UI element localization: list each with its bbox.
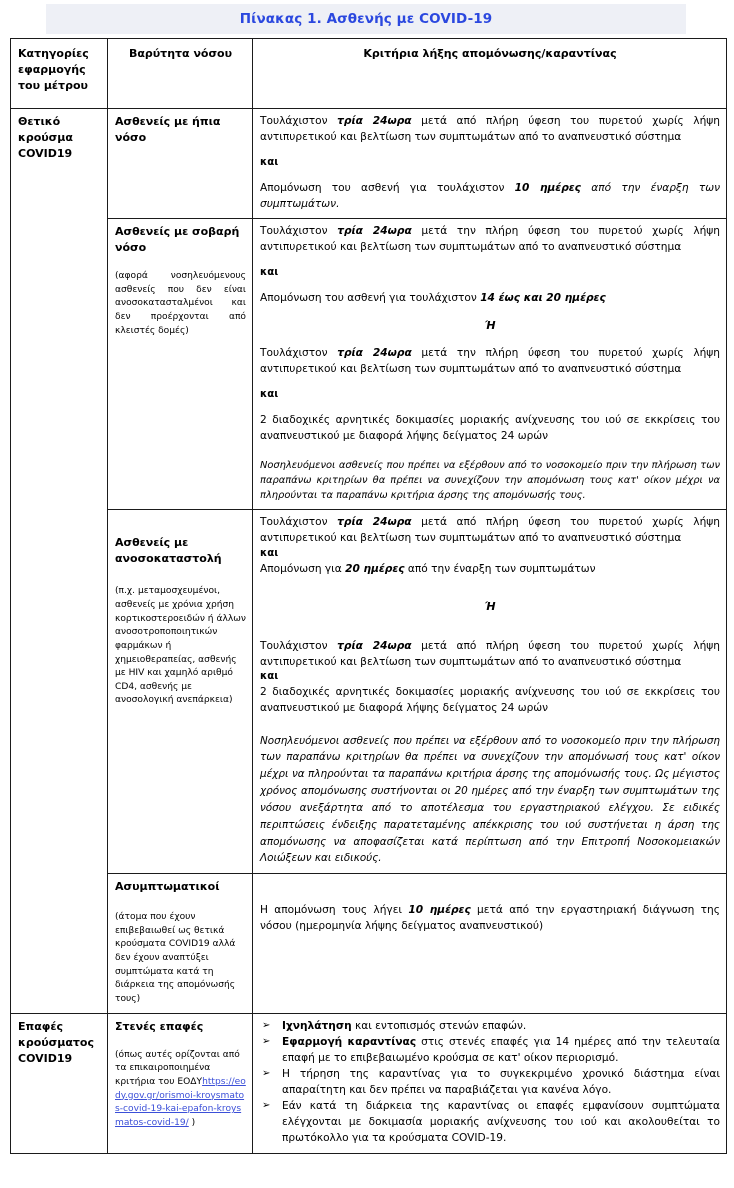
criteria-note-hospital: Νοσηλευόμενοι ασθενείς που πρέπει να εξέρθουν από το νοσοκομείο πριν την πλήρωση των παραπάνω κριτηρίων θα πρέπει να συνεχίζουν την απομόνωσή τους κατ' οίκον μέχρι να πληρούνται τα παραπάνω κριτήρια άρσης της απομόνωσής τους. Ως μέγιστος χρόνος απομόνωσης συστήνονται οι 20 ημέρες από την έναρξη των συμπτωμάτων της νόσου ανεξάρτητα από το αποτέλεσμα του εργαστηριακού ελέγχου. Σε ειδικές περιπτώσεις ένδειξης παρατεταμένης απέκκρισης του ιού συστήνεται η άρση της απομόνωσης να αποφασίζεται κατά περίπτωση από την Επιτροπή Νοσοκομειακών Λοιώξεων και ειδικούς. (260, 734, 720, 865)
severity-title-immunosuppressed: Ασθενείς με ανοσοκαταστολή (115, 536, 222, 566)
connector-and-2: και (260, 671, 279, 683)
severity-cell-asymptomatic (108, 874, 253, 1013)
arrow-bullet-icon: ➢ (262, 1100, 271, 1112)
page-title: Πίνακας 1. Ασθενής με COVID-19 (239, 11, 493, 27)
connector-and: και (260, 157, 279, 169)
criteria-paragraph-isolation: Απομόνωση του ασθενή για τουλάχιστον 10 ημέρες από την έναρξη των συμπτωμάτων. (260, 182, 720, 210)
criteria-paragraph-pcr: 2 διαδοχικές αρνητικές δοκιμασίες μοριακής ανίχνευσης του ιού σε εκκρίσεις του αναπνευστικού με διαφορά λήψης δείγματος 24 ωρών (260, 686, 720, 714)
severity-title-close-contacts: Στενές επαφές (115, 1019, 204, 1033)
list-item: ➢ Εφαρμογή καραντίνας στις στενές επαφές για 14 ημέρες από την τελευταία επαφή με το επιβεβαιωμένο κρούσμα σε κατ' οίκον περιορισμό. (262, 1036, 721, 1064)
criteria-cell-asymptomatic (253, 874, 727, 1013)
connector-and: και (260, 267, 279, 279)
header-cell-criteria: Κριτήρια λήξης απομόνωσης/καραντίνας (253, 39, 727, 109)
criteria-paragraph-fever: Τουλάχιστον τρία 24ωρα μετά από πλήρη ύφεση του πυρετού χωρίς λήψη αντιπυρετικού και βελτίωση των συμπτωμάτων από το αναπνευστικό σύστημα (260, 115, 720, 143)
list-item: ➢ Η τήρηση της καραντίνας για το συγκεκριμένο χρονικό διάστημα είναι απαραίτητη και δεν πρέπει να παραβιάζεται για κανένα λόγο. (262, 1068, 720, 1096)
criteria-paragraph-pcr: 2 διαδοχικές αρνητικές δοκιμασίες μοριακής ανίχνευσης του ιού σε εκκρίσεις του αναπνευστικού με διαφορά λήψης δείγματος 24 ωρών (260, 414, 720, 442)
severity-note-close-contacts: (όπως αυτές ορίζονται από τα επικαιροποιημένα κριτήρια του ΕΟΔΥhttps://eody.gov.gr/orismoi-kroysmatos-covid-19-kai-epafon-kroysmatos-covid-19/ ) (115, 1049, 246, 1128)
arrow-bullet-icon: ➢ (262, 1068, 271, 1080)
document-title-band (46, 4, 686, 34)
criteria-cell-severe (253, 219, 727, 510)
criteria-cell-close-contacts (253, 1013, 727, 1154)
criteria-cell-immunosuppressed (253, 510, 727, 874)
severity-cell-severe (108, 219, 253, 510)
severity-title-severe: Ασθενείς με σοβαρή νόσο (115, 225, 240, 255)
criteria-note-hospital: Νοσηλευόμενοι ασθενείς που πρέπει να εξέρθουν από το νοσοκομείο πριν την πλήρωση των παραπάνω κριτηρίων θα πρέπει να συνεχίζουν την απομόνωση τους κατ' οίκον μέχρι να πληρούνται τα παραπάνω κριτήρια άρσης της απομόνωσής τους. (260, 460, 720, 502)
severity-title-mild: Ασθενείς με ήπια νόσο (115, 115, 221, 144)
criteria-paragraph-fever: Τουλάχιστον τρία 24ωρα μετά από πλήρη ύφεση του πυρετού χωρίς λήψη αντιπυρετικού και βελτίωση των συμπτωμάτων από το αναπνευστικό σύστημα (260, 516, 720, 544)
connector-and-2: και (260, 389, 279, 401)
list-item: ➢ Εάν κατά τη διάρκεια της καραντίνας οι επαφές εμφανίσουν συμπτώματα ελέγχονται με δοκιμασία μοριακής ανίχνευσης του ιού και ακολουθείται το πρωτόκολλο για τα κρούσματα COVID-19. (262, 1100, 720, 1144)
severity-note-immunosuppressed: (π.χ. μεταμοσχευμένοι, ασθενείς με χρόνια χρήση κορτικοστεροειδών ή άλλων ανοσοτροποποιητικών φαρμάκων ή χημειοθεραπείας, ασθενής με HIV και χαμηλό αριθμό CD4, ασθενής με ανοσολογική ανεπάρκεια) (115, 586, 246, 706)
criteria-paragraph-fever: Τουλάχιστον τρία 24ωρα μετά την πλήρη ύφεση του πυρετού χωρίς λήψη αντιπυρετικού και βελτίωση των συμπτωμάτων από το αναπνευστικό σύστημα (260, 225, 720, 253)
table-row-mild (11, 109, 727, 219)
table-row-asymptomatic (11, 874, 727, 1013)
contacts-measures-list (260, 1019, 720, 1147)
arrow-bullet-icon: ➢ (262, 1036, 271, 1048)
table-header-row (11, 39, 727, 109)
header-cell-severity: Βαρύτητα νόσου (108, 39, 253, 109)
criteria-paragraph-isolation-end: Η απομόνωση τους λήγει 10 ημέρες μετά από την εργαστηριακή διάγνωση της νόσου (ημερομηνία λήψης δείγματος αναπνευστικού) (260, 904, 720, 932)
criteria-paragraph-isolation: Απομόνωση για 20 ημέρες από την έναρξη των συμπτωμάτων (260, 562, 596, 575)
table-row-severe (11, 219, 727, 510)
connector-or: Ή (484, 318, 496, 332)
severity-cell-close-contacts (108, 1013, 253, 1154)
severity-title-asymptomatic: Ασυμπτωματικοί (115, 880, 220, 894)
table-row-immunosuppressed (11, 510, 727, 874)
criteria-paragraph-isolation: Απομόνωση του ασθενή για τουλάχιστον 14 έως και 20 ημέρες (260, 292, 606, 305)
criteria-cell-mild (253, 109, 727, 219)
severity-cell-mild (108, 109, 253, 219)
severity-cell-immunosuppressed (108, 510, 253, 874)
list-item: ➢ Ιχνηλάτηση και εντοπισμός στενών επαφών. (262, 1019, 527, 1032)
criteria-paragraph-fever-alt: Τουλάχιστον τρία 24ωρα μετά από πλήρη ύφεση του πυρετού χωρίς λήψη αντιπυρετικού και βελτίωση των συμπτωμάτων από το αναπνευστικό σύστημα (260, 640, 720, 668)
criteria-paragraph-fever-alt: Τουλάχιστον τρία 24ωρα μετά την πλήρη ύφεση του πυρετού χωρίς λήψη αντιπυρετικού και βελτίωση των συμπτωμάτων από το αναπνευστικό σύστημα (260, 347, 720, 375)
covid-isolation-criteria-table (10, 38, 727, 1154)
connector-and: και (260, 547, 279, 559)
connector-or: Ή (484, 600, 496, 614)
severity-note-asymptomatic: (άτομα που έχουν επιβεβαιωθεί ως θετικά κρούσματα COVID19 αλλά δεν έχουν αναπτύξει συμπτώματα κατά τη διάρκεια της απομόνωσής τους) (115, 912, 236, 1005)
header-cell-category: Κατηγορίες εφαρμογής του μέτρου (11, 39, 108, 109)
category-positive-case: Θετικό κρούσμα COVID19 (11, 109, 108, 1014)
arrow-bullet-icon: ➢ (262, 1019, 271, 1031)
eody-criteria-link[interactable]: https://eody.gov.gr/orismoi-kroysmatos-covid-19-kai-epafon-kroysmatos-covid-19/ (115, 1076, 246, 1128)
table-row-contacts (11, 1013, 727, 1154)
severity-note-severe: (αφορά νοσηλευόμενους ασθενείς που δεν είναι ανοσοκατασταλμένοι και δεν προέρχονται από κλειστές δομές) (115, 271, 246, 336)
category-contacts: Επαφές κρούσματος COVID19 (11, 1013, 108, 1154)
